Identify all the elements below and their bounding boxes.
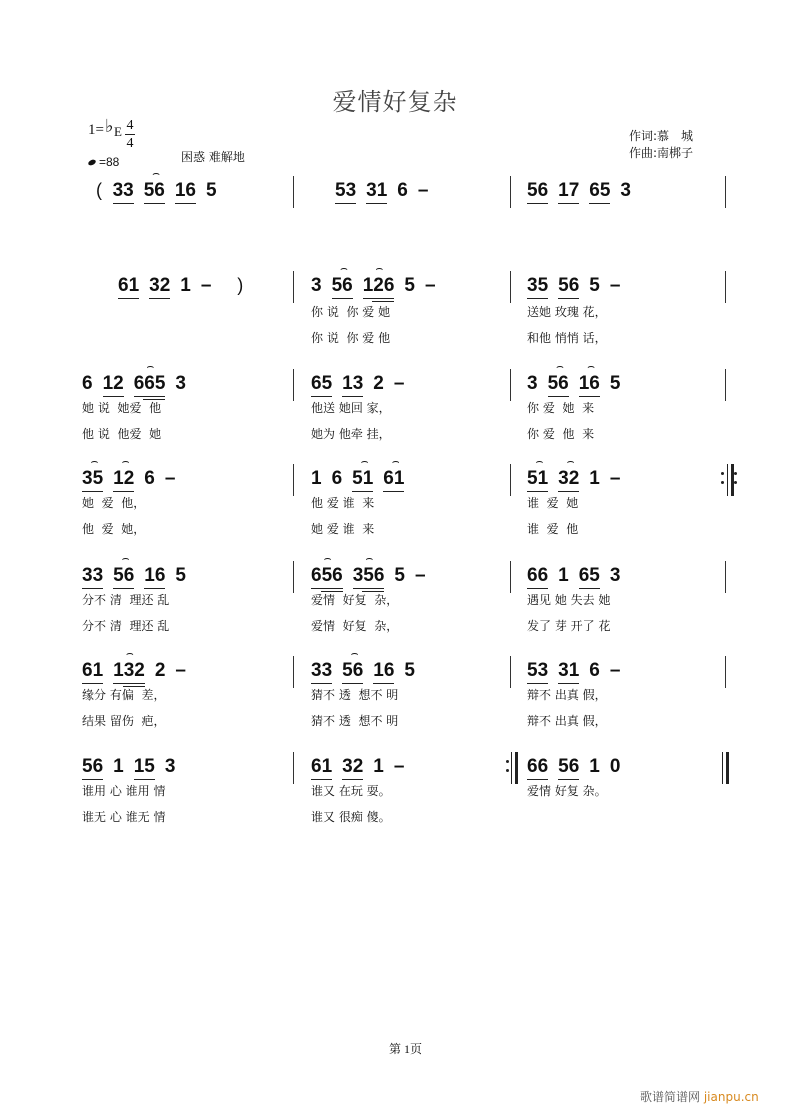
measure-notes: ( 33 ⌢ 56 16 5 (96, 180, 227, 204)
repeat-barline (511, 752, 518, 784)
watermark: 歌谱简谱网 jianpu.cn (640, 1090, 759, 1104)
repeat-barline (727, 464, 734, 496)
flat-icon: ♭ (105, 116, 114, 136)
staff-row-6: 61 ⌢ 132 2 – 缘分 有偏 差， 结果 留伤 疤， 33 ⌢ 56 16 5 猜不 透 想不 明 猜不 透 想不 明 53 31 6 – 辩不 出真 假， 辩不 出真 假， (0, 660, 790, 750)
lyric-verse-2: 分不 清 理还 乱 (82, 619, 170, 633)
lyric-verse-1: 爱情 好复 杂。 (527, 784, 607, 798)
lyric-verse-1: 她 说 她爱 他 (82, 401, 162, 415)
staff-row-3: 6 12 ⌢ 665 3 她 说 她爱 他 他 说 他爱 她 65 13 2 – 他送 她回 家， 她为 他牵 挂， 3 ⌢ 56 ⌢ 16 5 你 爱 她 来 你 爱 他 来 (0, 373, 790, 463)
staff-row-4: ⌢ 35 ⌢ 12 6 – 她 爱 他， 他 爱 她， 1 6 ⌢ 51 ⌢ 61 他 爱 谁 来 她 爱 谁 来 ⌢ 51 ⌢ 32 1 – 谁 爱 她 谁 爱 他 (0, 468, 790, 558)
lyric-verse-1: 你 说 你 爱 她 (311, 305, 391, 319)
lyric-verse-1: 猜不 透 想不 明 (311, 688, 399, 702)
quarter-note-icon (87, 159, 96, 167)
lyric-verse-1: 她 爱 他， (82, 496, 146, 510)
lyric-verse-2: 和他 悄悄 话， (527, 331, 607, 345)
staff-row-2: 61 32 1 – ) 3 ⌢ 56 ⌢ 126 5 – 你 说 你 爱 她 你 说 你 爱 他 35 56 5 – 送她 玫瑰 花， 和他 悄悄 话， (0, 275, 790, 365)
lyric-verse-1: 谁又 在玩 耍。 (311, 784, 391, 798)
lyric-verse-1: 谁用 心 谁用 情 (82, 784, 166, 798)
song-title: 爱情好复杂 (332, 88, 458, 116)
lyric-verse-2: 他 说 他爱 她 (82, 427, 162, 441)
key-letter: E (114, 124, 122, 139)
lyric-verse-1: 遇见 她 失去 她 (527, 593, 611, 607)
staff-row-5: 33 ⌢ 56 16 5 分不 清 理还 乱 分不 清 理还 乱 ⌢ 656 ⌢ 356 5 – 爱情 好复 杂， 爱情 好复 杂， 66 1 65 3 遇见 她 失去 她 发了 芽 开了 花 (0, 565, 790, 655)
lyric-verse-2: 爱情 好复 杂， (311, 619, 399, 633)
lyric-verse-1: 辩不 出真 假， (527, 688, 607, 702)
key-prefix: 1= (88, 122, 104, 138)
repeat-sign-icon (506, 754, 509, 778)
lyric-verse-2: 谁 爱 他 (527, 522, 579, 536)
lyric-verse-2: 猜不 透 想不 明 (311, 714, 399, 728)
expression-marking: 困惑 难解地 (181, 150, 245, 164)
lyric-verse-2: 谁无 心 谁无 情 (82, 810, 166, 824)
lyric-verse-2: 发了 芽 开了 花 (527, 619, 611, 633)
lyricist: 作词:慕 城 (629, 129, 694, 143)
lyric-verse-1: 他送 她回 家， (311, 401, 391, 415)
lyric-verse-2: 她 爱 谁 来 (311, 522, 375, 536)
key-signature (88, 116, 134, 151)
lyric-verse-2: 你 爱 他 来 (527, 427, 595, 441)
tempo-marking: =88 (88, 155, 119, 169)
lyric-verse-1: 谁 爱 她 (527, 496, 579, 510)
lyric-verse-1: 爱情 好复 杂， (311, 593, 399, 607)
staff-row-1: ( 33 ⌢ 56 16 5 53 31 6 – 56 17 65 3 (0, 180, 790, 270)
lyric-verse-1: 他 爱 谁 来 (311, 496, 375, 510)
lyric-verse-2: 她为 他牵 挂， (311, 427, 391, 441)
lyric-verse-1: 分不 清 理还 乱 (82, 593, 170, 607)
lyric-verse-1: 你 爱 她 来 (527, 401, 595, 415)
page-number: 第 1页 (389, 1042, 423, 1056)
lyric-verse-1: 送她 玫瑰 花， (527, 305, 607, 319)
final-barline (722, 752, 729, 784)
lyric-verse-2: 他 爱 她， (82, 522, 146, 536)
lyric-verse-2: 结果 留伤 疤， (82, 714, 166, 728)
lyric-verse-1: 缘分 有偏 差， (82, 688, 166, 702)
repeat-sign-icon (721, 466, 724, 490)
staff-row-7: 56 1 15 3 谁用 心 谁用 情 谁无 心 谁无 情 61 32 1 – 谁又 在玩 耍。 谁又 很痴 傻。 66 56 1 0 爱情 好复 杂。 (0, 756, 790, 846)
lyric-verse-2: 辩不 出真 假， (527, 714, 607, 728)
lyric-verse-2: 你 说 你 爱 他 (311, 331, 391, 345)
composer: 作曲:南梆子 (629, 146, 694, 160)
credits (629, 128, 693, 162)
lyric-verse-2: 谁又 很痴 傻。 (311, 810, 391, 824)
time-signature: 4 4 (126, 118, 134, 151)
